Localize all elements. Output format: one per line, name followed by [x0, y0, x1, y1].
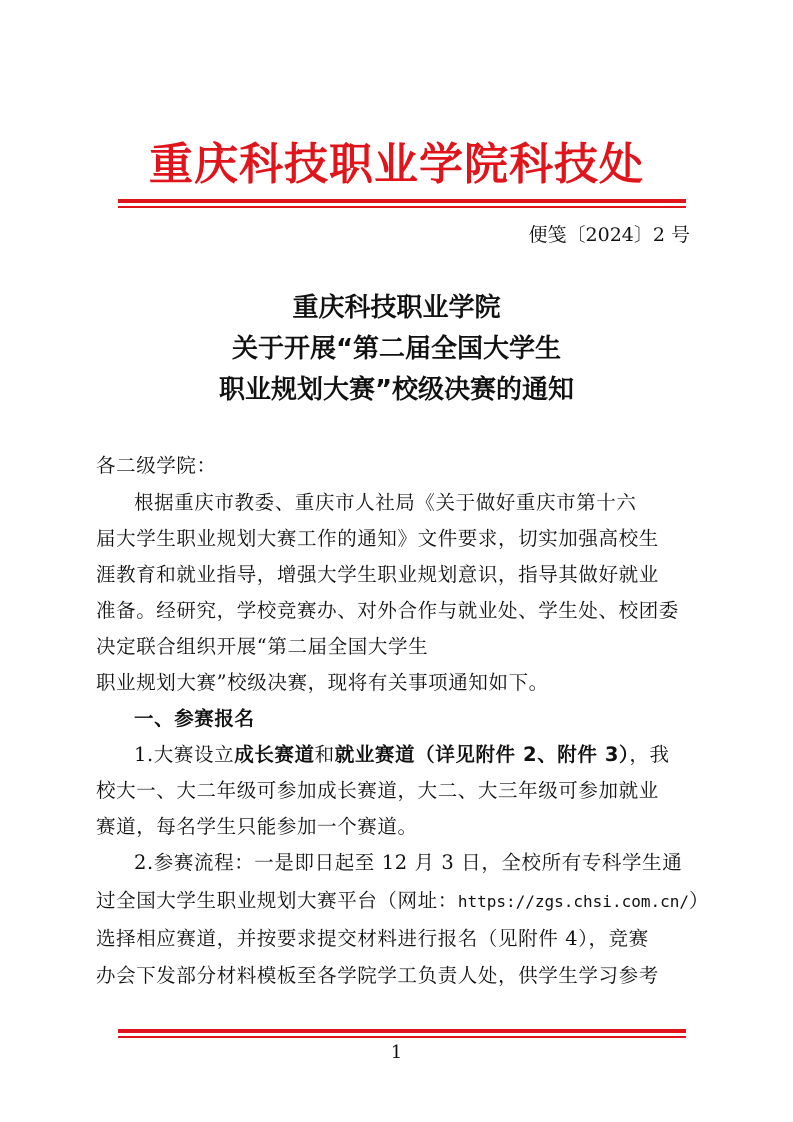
paragraph-line: 届大学生职业规划大赛工作的通知》文件要求，切实加强高校生: [96, 527, 659, 550]
section-heading: 一、参赛报名: [134, 707, 255, 730]
paragraph-line: 办会下发部分材料模板至各学院学工负责人处，供学生学习参考: [96, 964, 659, 987]
paragraph-line: 根据重庆市教委、重庆市人社局《关于做好重庆市第十六: [134, 491, 637, 514]
paragraph-line: 选择相应赛道，并按要求提交材料进行报名（见附件 4），竞赛: [96, 927, 649, 950]
footer-rule-thin: [118, 1036, 686, 1038]
item1-and: 和: [314, 743, 335, 766]
track-employment: 就业赛道: [334, 743, 416, 766]
item2-line2-prefix: 过全国大学生职业规划大赛平台（网址：: [96, 889, 458, 912]
header-rule-thick: [118, 199, 686, 203]
header-rule-thin: [118, 206, 686, 208]
item1-attachments: （详见附件 2、附件 3）: [415, 743, 630, 766]
salutation: 各二级学院：: [96, 454, 217, 477]
paragraph-line: 涯教育和就业指导，增强大学生职业规划意识，指导其做好就业: [96, 563, 659, 586]
paragraph-line: 2.参赛流程：一是即日起至 12 月 3 日，全校所有专科学生通: [134, 851, 683, 874]
title-line-3: 职业规划大赛”校级决赛的通知: [218, 375, 575, 405]
item1-prefix: 1.大赛设立: [134, 743, 235, 766]
paragraph-line: 决定联合组织开展“第二届全国大学生: [96, 635, 429, 658]
track-growth: 成长赛道: [234, 743, 315, 766]
title-line-1: 重庆科技职业学院: [292, 293, 501, 323]
paragraph-line: 校大一、大二年级可参加成长赛道，大二、大三年级可参加就业: [96, 779, 659, 802]
paragraph-line: 准备。经研究，学校竞赛办、对外合作与就业处、学生处、校团委: [96, 599, 679, 622]
doc-number: 便笺〔2024〕2 号: [528, 224, 690, 246]
paragraph-line: 职业规划大赛”校级决赛，现将有关事项通知如下。: [96, 671, 549, 694]
item1-line1: [134, 739, 670, 767]
paragraph-line: 赛道，每名学生只能参加一个赛道。: [96, 815, 418, 838]
platform-url-link[interactable]: https://zgs.chsi.com.cn/: [457, 892, 689, 911]
org-title: 重庆科技职业学院科技处: [149, 139, 644, 190]
item2-line2-suffix: ）: [689, 889, 710, 912]
item2-line2: [96, 885, 709, 913]
footer-rule-thick: [118, 1029, 686, 1033]
item1-tail: ，我: [629, 743, 670, 766]
title-line-2: 关于开展“第二届全国大学生: [231, 334, 562, 364]
page-number: 1: [390, 1042, 403, 1063]
